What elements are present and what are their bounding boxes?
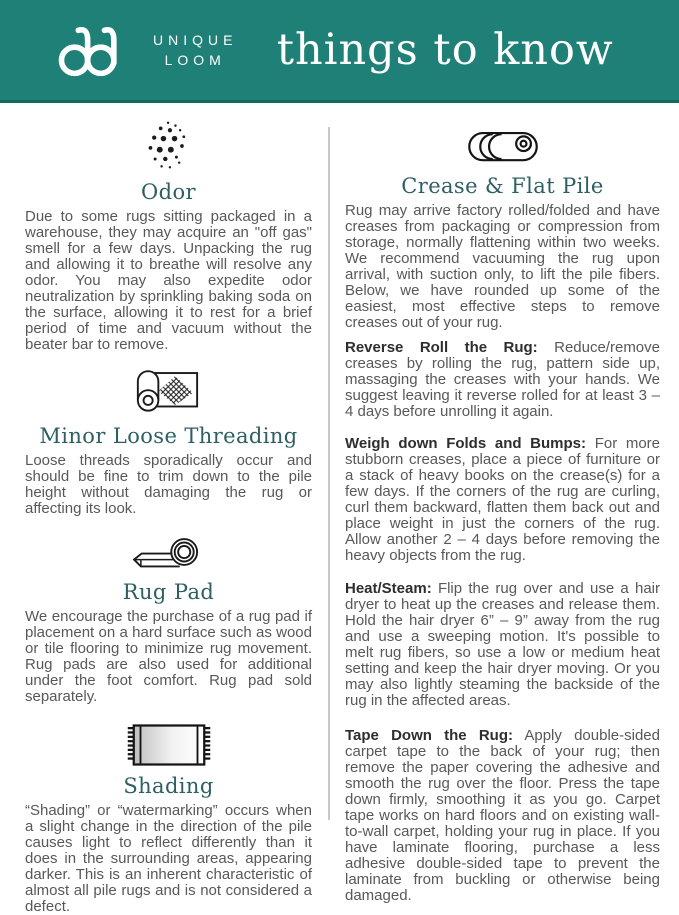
tip-body: Flip the rug over and use a hair dryer to heat up the creases and release them. Hold the hair dryer 6” – 9” away from the rug and use a sweeping motion. It's possible to melt rug fibers, so use a low or medium heat setting and keep the hair dryer moving. Or you may also lightly steaming the backside of the rug in the affected areas. [345, 580, 660, 709]
section-body: Loose threads sporadically occur and should be fine to trim down to the pile height without damaging the rug or affecting its look. [25, 452, 312, 517]
brand-line1: UNIQUE [153, 31, 238, 48]
section-minor-loose-threading [25, 359, 312, 517]
section-title: Rug Pad [122, 580, 215, 604]
tip-label: Weigh down Folds and Bumps: [345, 435, 587, 452]
tip-body: Reduce/remove creases by rolling the rug, pattern side up, massaging the creases with your hands. We suggest leaving it reverse rolled for at least 3 – 4 days before unrolling it again. [345, 339, 660, 420]
section-title: Minor Loose Threading [39, 424, 298, 448]
right-column [345, 117, 661, 904]
section-body: Due to some rugs sitting packaged in a warehouse, they may acquire an "off gas" smell for a few days. Unpacking the rug and allowing it to breathe will resolve any odor. You may also expedite odor neutralization by sprinkling baking soda on the surface, allowing it to rest for a brief period of time and vacuum without the beater bar to remove. [25, 208, 312, 353]
column-divider [328, 127, 330, 820]
content [0, 103, 679, 915]
brand-logo [54, 21, 237, 79]
section-title: Crease & Flat Pile [401, 174, 604, 198]
section-rug-pad [25, 527, 312, 705]
tip-label: Reverse Roll the Rug: [345, 339, 538, 356]
tip-heat-steam [345, 581, 660, 709]
section-shading [25, 717, 312, 915]
tip-body: Apply double-sided carpet tape to the back of your rug; then remove the paper covering the adhesive and smooth the rug over the floor. Press the tape down firmly, smoothing it as you go. Carpet tape works on hard floors and on existing wall-to-wall carpet, holding your rug in place. If you have laminate flooring, purchase a less adhesive double-sided tape to prevent the laminate from buckling or otherwise being damaged. [345, 727, 660, 904]
section-title: Shading [123, 774, 214, 798]
section-body: Rug may arrive factory rolled/folded and have creases from packaging or compression from storage, normally flattening within two weeks. We recommend vacuuming the rug upon arrival, with suction only, to lift the pile fibers. Below, we have rounded up some of the easiest, most effective steps to remove creases out of your rug. [345, 202, 660, 331]
tip-tape-down [345, 728, 660, 904]
tip-label: Tape Down the Rug: [345, 727, 513, 744]
brand-line2: LOOM [164, 52, 226, 68]
left-column [25, 117, 312, 915]
tip-label: Heat/Steam: [345, 580, 432, 597]
rolled-rug-sheet-icon [25, 359, 312, 417]
brand-name [153, 30, 237, 71]
shading-rug-icon [25, 717, 312, 767]
page-title: things to know [276, 25, 614, 75]
rug-pad-roll-icon [25, 527, 312, 573]
section-odor [25, 117, 312, 353]
section-body: We encourage the purchase of a rug pad if placement on a hard surface such as wood or tile flooring to minimize rug movement. Rug pads are also used for additional under the foot comfort. Rug pad sold separately. [25, 608, 312, 705]
section-crease-flat-pile [345, 117, 660, 331]
odor-dots-icon [25, 117, 312, 173]
unique-loom-logo-icon [54, 21, 140, 79]
rolled-rug-side-icon [345, 117, 660, 167]
tip-reverse-roll [345, 340, 660, 420]
header [0, 0, 679, 103]
section-title: Odor [141, 180, 196, 204]
tip-body: For more stubborn creases, place a piece of furniture or a stack of heavy books on the crease(s) for a few days. If the corners of the rug are curling, curl them backward, flatten them back out and place weight in just the corners of the rug. Allow another 2 – 4 days before removing the heavy objects from the rug. [345, 435, 661, 564]
tip-weigh-down [345, 436, 660, 564]
section-body: “Shading” or “watermarking” occurs when a slight change in the direction of the pile causes light to reflect differently than it does in the surrounding areas, appearing darker. This is an inherent characteristic of almost all pile rugs and is not considered a defect. [25, 802, 312, 915]
